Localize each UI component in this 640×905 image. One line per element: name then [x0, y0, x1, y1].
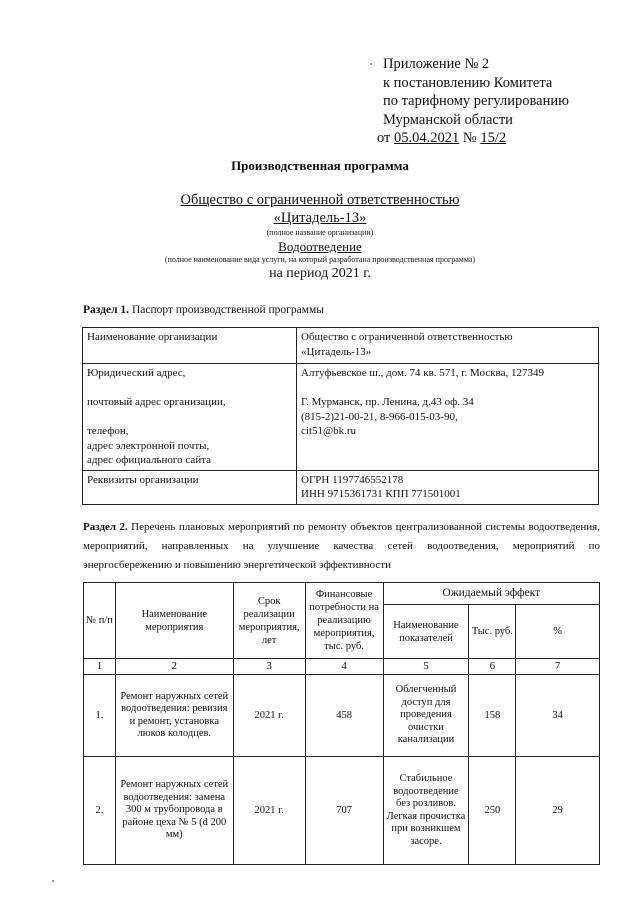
- table-row: [84, 675, 600, 757]
- header-indicator: Наименование показателей: [383, 605, 469, 659]
- passport-label-line: телефон,: [87, 425, 129, 437]
- index-cell: 6: [469, 659, 516, 675]
- section-2-label: Раздел 2.: [83, 521, 128, 533]
- passport-label-line: адрес электронной почты,: [87, 439, 210, 452]
- appendix-date-line: [377, 129, 569, 148]
- appendix-number: 15/2: [480, 130, 507, 146]
- period: на период 2021 г.: [269, 266, 371, 281]
- scan-speck: [370, 63, 372, 65]
- passport-value-cell: [297, 364, 599, 471]
- header-term: Срок реализации мероприятия, лет: [233, 583, 305, 659]
- row-indicator: Стабильное водоотведение без розливов. Легкая прочистка при возникшем засоре.: [383, 757, 469, 865]
- passport-label-line: адрес официального сайта: [87, 454, 212, 466]
- passport-value-line: Г. Мурманск, пр. Ленина, д.43 оф. 34: [301, 396, 474, 408]
- row-num: 2.: [84, 757, 116, 865]
- appendix-line-2: к постановлению Комитета: [383, 74, 553, 91]
- row-percent: 29: [516, 757, 600, 865]
- passport-value-line: Алтуфьевское ш., дом. 74 кв. 571, г. Москва, 127349: [301, 367, 544, 379]
- appendix-date-prefix: от: [377, 130, 391, 146]
- index-cell: 1: [84, 659, 116, 675]
- service-note: (полное наименование вида услуги, на который разработана производственная программа): [164, 255, 476, 264]
- section-1-text: Паспорт производственной программы: [129, 304, 325, 316]
- index-cell: 2: [115, 659, 233, 675]
- appendix-date: 05.04.2021: [394, 130, 460, 146]
- passport-value-line: [301, 381, 594, 396]
- passport-value-cell: [297, 328, 599, 364]
- document-title: Производственная программа: [231, 158, 409, 173]
- row-finance: 458: [305, 675, 383, 757]
- row-num: 1.: [84, 675, 116, 757]
- appendix-block: [377, 55, 569, 148]
- appendix-num-sign: №: [462, 130, 477, 146]
- row-term: 2021 г.: [233, 757, 305, 865]
- index-cell: 7: [516, 659, 600, 675]
- passport-row: [83, 364, 599, 471]
- row-name: Ремонт наружных сетей водоотведения: ревизия и ремонт, установка люков колодцев.: [115, 675, 233, 757]
- header-thousand: Тыс. руб.: [469, 605, 516, 659]
- passport-label-line: [87, 381, 292, 396]
- index-cell: 5: [383, 659, 469, 675]
- section-2-heading: [83, 518, 600, 575]
- header-row: [84, 583, 600, 605]
- passport-value-line: «Цитадель-13»: [301, 345, 372, 358]
- header-effect: Ожидаемый эффект: [383, 583, 599, 605]
- passport-label-line: Наименование организации: [87, 331, 218, 343]
- section-2-text: Перечень плановых мероприятий по ремонту объектов централизованной системы водоотведения, мероприятий, направленных на улучшение качества сетей водоотведения, мероприятий по энергосбережению и повышению энергетической эффективности: [83, 521, 600, 571]
- passport-value-line: (815-2)21-00-21, 8-966-015-03-90,: [301, 410, 458, 423]
- row-name: Ремонт наружных сетей водоотведения: замена 300 м трубопровода в районе цеха № 5 (d 200 мм): [115, 757, 233, 865]
- passport-value-line: ИНН 9715361731 КПП 771501001: [301, 488, 461, 500]
- row-thousand: 158: [469, 675, 516, 757]
- passport-row: [83, 470, 599, 504]
- section-1-heading: [83, 304, 324, 316]
- appendix-line-4: Мурманской области: [383, 111, 513, 128]
- row-finance: 707: [305, 757, 383, 865]
- header-percent: %: [516, 605, 600, 659]
- appendix-line-1: Приложение № 2: [383, 56, 490, 72]
- index-cell: 3: [233, 659, 305, 675]
- passport-label-cell: [83, 364, 297, 471]
- service-name: Водоотведение: [278, 239, 362, 254]
- row-term: 2021 г.: [233, 675, 305, 757]
- passport-label-line: Реквизиты организации: [87, 473, 199, 486]
- row-thousand: 250: [469, 757, 516, 865]
- index-row: [84, 659, 600, 675]
- passport-value-line: Общество с ограниченной ответственностью: [301, 331, 513, 343]
- passport-label-line: почтовый адрес организации,: [87, 396, 226, 408]
- header-name: Наименование мероприятия: [115, 583, 233, 659]
- row-percent: 34: [516, 675, 600, 757]
- passport-value-cell: [297, 470, 599, 504]
- org-name-line-2: «Цитадель-13»: [273, 210, 367, 226]
- index-cell: 4: [305, 659, 383, 675]
- passport-label-cell: [83, 328, 297, 364]
- passport-label-cell: [83, 470, 297, 504]
- header-num: № п/п: [84, 583, 116, 659]
- header-finance: Финансовые потребности на реализацию мероприятия, тыс. руб.: [305, 583, 383, 659]
- passport-table: [82, 327, 599, 505]
- row-indicator: Облегченный доступ для проведения очистки канализации: [383, 675, 469, 757]
- section-1-label: Раздел 1.: [83, 304, 130, 316]
- org-name-line-1: Общество с ограниченной ответственностью: [180, 192, 460, 208]
- appendix-line-3: по тарифному регулированию: [383, 93, 569, 109]
- passport-label-line: [87, 410, 292, 425]
- passport-row: [83, 328, 599, 364]
- passport-value-line: cit51@bk.ru: [301, 425, 357, 437]
- plan-table: [83, 582, 600, 865]
- table-row: [84, 757, 600, 865]
- passport-label-line: Юридический адрес,: [87, 367, 186, 379]
- passport-value-line: ОГРН 1197746552178: [301, 473, 404, 486]
- org-note: (полное название организации): [266, 228, 374, 237]
- scan-speck: [52, 880, 54, 882]
